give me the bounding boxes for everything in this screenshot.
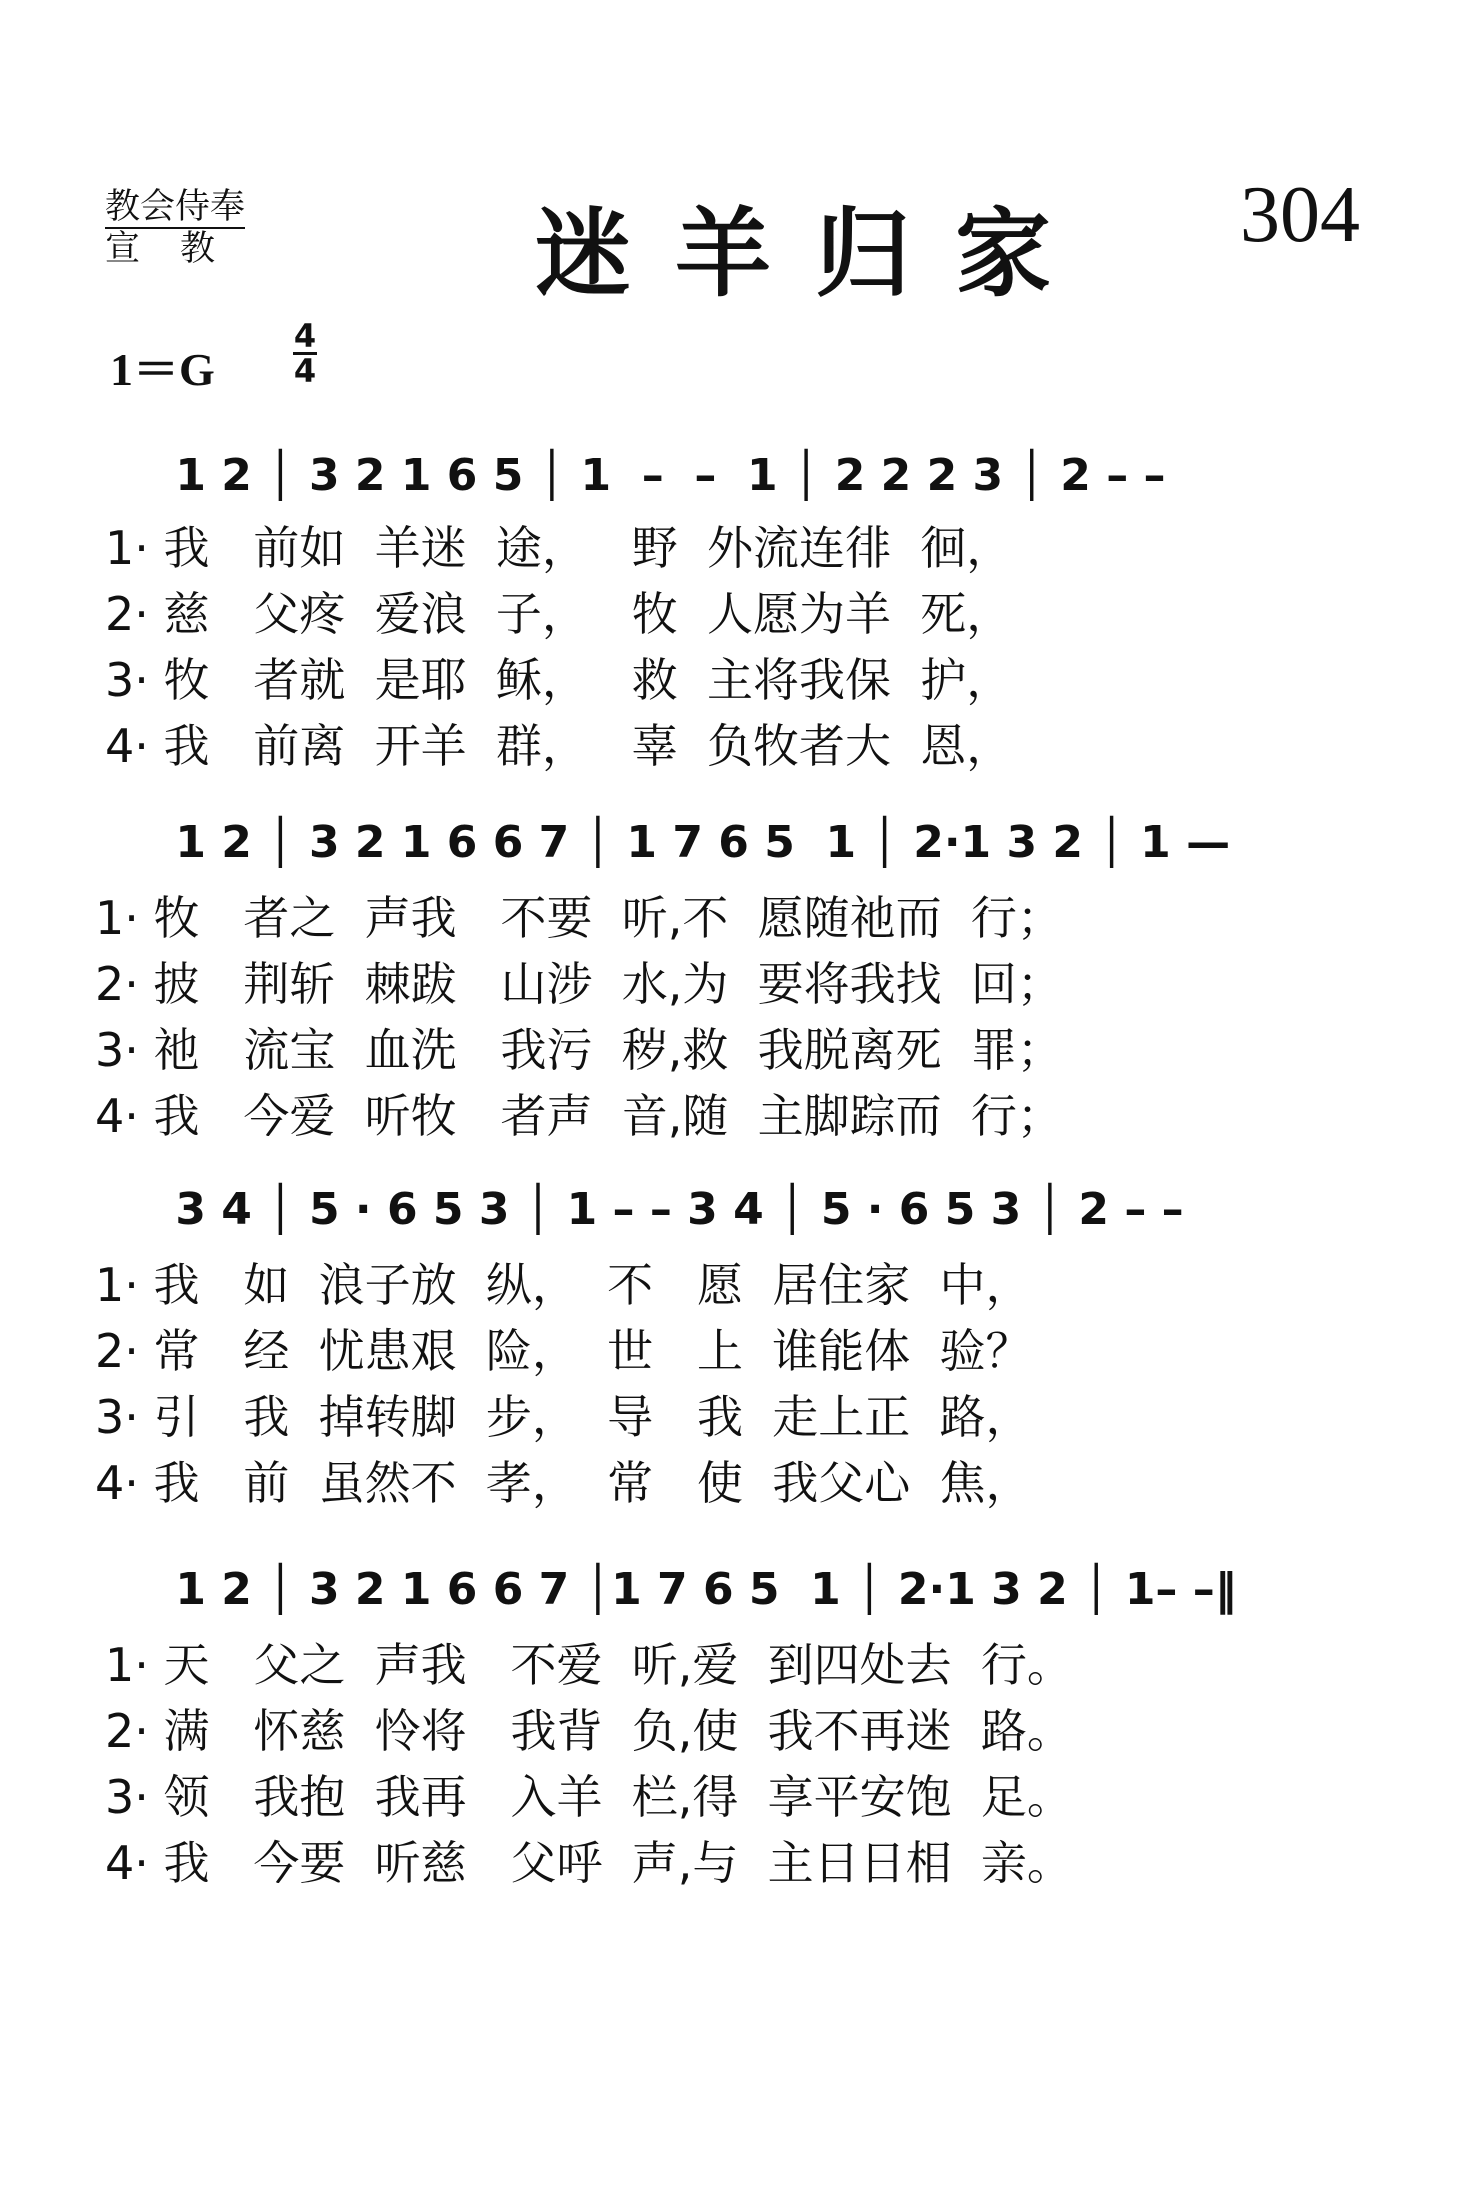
lyric-line: 1· 牧 者之 声我 不要 听,不 愿随祂而 行； xyxy=(95,891,1063,945)
lyric-line: 2· 常 经 忧患艰 险， 世 上 谁能体 验？ xyxy=(95,1324,1032,1378)
lyric-line: 1· 我 前如 羊迷 途， 野 外流连徘 徊， xyxy=(105,521,1013,575)
lyric-line: 1· 天 父之 声我 不爱 听,爱 到四处去 行。 xyxy=(105,1638,1073,1692)
key-signature: 1＝G xyxy=(110,344,215,395)
time-signature-top: 4 xyxy=(293,317,317,355)
lyric-line: 4· 我 前 虽然不 孝， 常 使 我父心 焦， xyxy=(95,1456,1032,1510)
lyric-line: 2· 慈 父疼 爱浪 子， 牧 人愿为羊 死， xyxy=(105,587,1013,641)
hymn-title: 迷羊归家 xyxy=(535,198,1095,310)
notation-line-4: 1 2 │ 3 2 1 6 6 7 │1 7 6 5 1 │ 2·1 3 2 │ 1– –‖ xyxy=(160,1564,1237,1615)
lyric-line: 1· 我 如 浪子放 纵， 不 愿 居住家 中， xyxy=(95,1258,1032,1312)
lyrics-block-1 xyxy=(105,515,1012,779)
notation-line-3: 3 4 │ 5 · 6 5 3 │ 1 – – 3 4 │ 5 · 6 5 3 │ 2 – – xyxy=(160,1184,1184,1235)
lyric-line: 3· 祂 流宝 血洗 我污 秽,救 我脱离死 罪； xyxy=(95,1023,1063,1077)
lyrics-block-3 xyxy=(95,1252,1031,1516)
notation-line-2: 1 2 │ 3 2 1 6 6 7 │ 1 7 6 5 1 │ 2·1 3 2 │ 1 — xyxy=(160,817,1231,868)
lyric-line: 3· 牧 者就 是耶 稣， 救 主将我保 护， xyxy=(105,653,1013,707)
lyric-line: 4· 我 今爱 听牧 者声 音,随 主脚踪而 行； xyxy=(95,1089,1063,1143)
lyric-line: 2· 披 荆斩 棘跋 山涉 水,为 要将我找 回； xyxy=(95,957,1063,1011)
lyric-line: 4· 我 前离 开羊 群， 辜 负牧者大 恩， xyxy=(105,719,1013,773)
lyric-line: 2· 满 怀慈 怜将 我背 负,使 我不再迷 路。 xyxy=(105,1704,1073,1758)
category-label: 教会侍奉 xyxy=(105,187,246,227)
time-signature-bottom: 4 xyxy=(293,352,317,390)
lyric-line: 3· 领 我抱 我再 入羊 栏,得 享平安饱 足。 xyxy=(105,1770,1073,1824)
notation-line-1: 1 2 │ 3 2 1 6 5 │ 1 – – 1 │ 2 2 2 3 │ 2 – – xyxy=(160,450,1166,501)
time-signature xyxy=(290,317,320,390)
lyrics-block-4 xyxy=(105,1632,1073,1896)
lyrics-block-2 xyxy=(95,885,1063,1149)
subcategory-label: 宣教 xyxy=(105,229,256,269)
hymn-number: 304 xyxy=(1240,171,1360,259)
lyric-line: 4· 我 今要 听慈 父呼 声,与 主日日相 亲。 xyxy=(105,1836,1073,1890)
lyric-line: 3· 引 我 掉转脚 步， 导 我 走上正 路， xyxy=(95,1390,1032,1444)
